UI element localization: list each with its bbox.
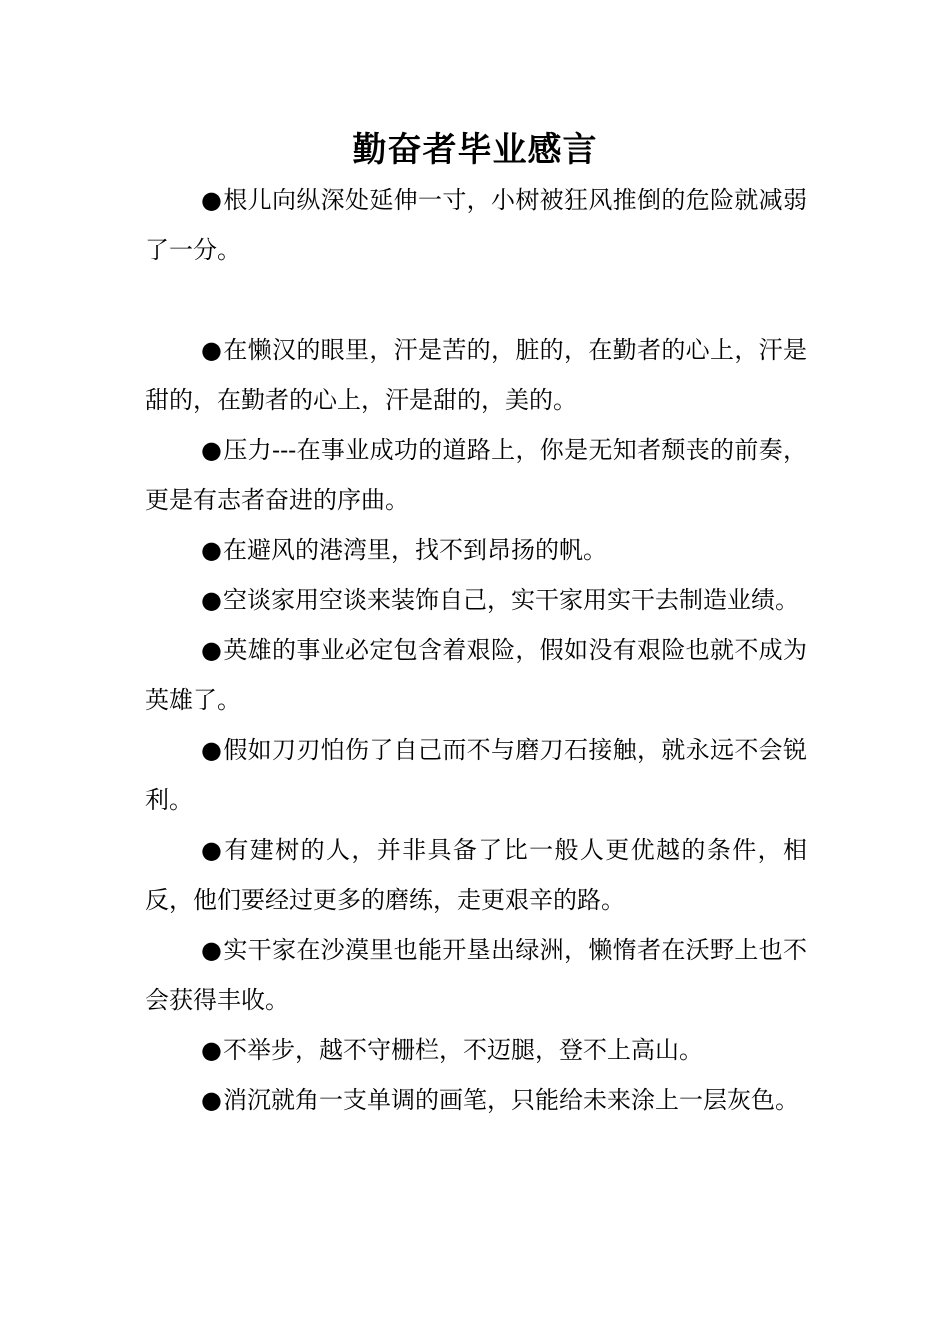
bullet-icon: ● bbox=[201, 836, 222, 864]
document-body bbox=[145, 175, 807, 1125]
bullet-icon: ● bbox=[201, 536, 222, 564]
bullet-icon: ● bbox=[201, 186, 222, 214]
bullet-icon: ● bbox=[201, 936, 222, 964]
paragraph bbox=[145, 325, 807, 425]
bullet-icon: ● bbox=[201, 336, 222, 364]
paragraph bbox=[145, 525, 807, 575]
paragraph bbox=[145, 175, 807, 275]
paragraph-text: 有建树的人，并非具备了比一般人更优越的条件，相反，他们要经过更多的磨练，走更艰辛的路。 bbox=[145, 836, 807, 914]
paragraph-text: 在懒汉的眼里，汗是苦的，脏的，在勤者的心上，汗是甜的，在勤者的心上，汗是甜的，美的。 bbox=[145, 336, 807, 414]
paragraph-text: 消沉就角一支单调的画笔，只能给未来涂上一层灰色。 bbox=[223, 1086, 799, 1114]
paragraph bbox=[145, 1025, 807, 1075]
paragraph-text: 根儿向纵深处延伸一寸，小树被狂风推倒的危险就减弱了一分。 bbox=[145, 186, 807, 264]
paragraph-spacer bbox=[145, 275, 807, 325]
paragraph bbox=[145, 425, 807, 525]
paragraph bbox=[145, 925, 807, 1025]
bullet-icon: ● bbox=[201, 1036, 222, 1064]
paragraph-text: 实干家在沙漠里也能开垦出绿洲，懒惰者在沃野上也不会获得丰收。 bbox=[145, 936, 807, 1014]
paragraph-text: 空谈家用空谈来装饰自己，实干家用实干去制造业绩。 bbox=[223, 586, 799, 614]
paragraph-text: 在避风的港湾里，找不到昂扬的帆。 bbox=[223, 536, 607, 564]
document-title: 勤奋者毕业感言 bbox=[352, 130, 598, 170]
paragraph-text: 压力---在事业成功的道路上，你是无知者颓丧的前奏，更是有志者奋进的序曲。 bbox=[145, 436, 807, 514]
bullet-icon: ● bbox=[201, 636, 222, 664]
bullet-icon: ● bbox=[201, 1086, 222, 1114]
paragraph bbox=[145, 575, 807, 625]
paragraph bbox=[145, 1075, 807, 1125]
bullet-icon: ● bbox=[201, 436, 222, 464]
paragraph bbox=[145, 625, 807, 725]
paragraph-text: 英雄的事业必定包含着艰险，假如没有艰险也就不成为英雄了。 bbox=[145, 636, 807, 714]
paragraph-text: 假如刀刃怕伤了自己而不与磨刀石接触，就永远不会锐利。 bbox=[145, 736, 807, 814]
paragraph-text: 不举步，越不守栅栏，不迈腿，登不上高山。 bbox=[223, 1036, 703, 1064]
paragraph bbox=[145, 725, 807, 825]
bullet-icon: ● bbox=[201, 586, 222, 614]
paragraph bbox=[145, 825, 807, 925]
bullet-icon: ● bbox=[201, 736, 222, 764]
